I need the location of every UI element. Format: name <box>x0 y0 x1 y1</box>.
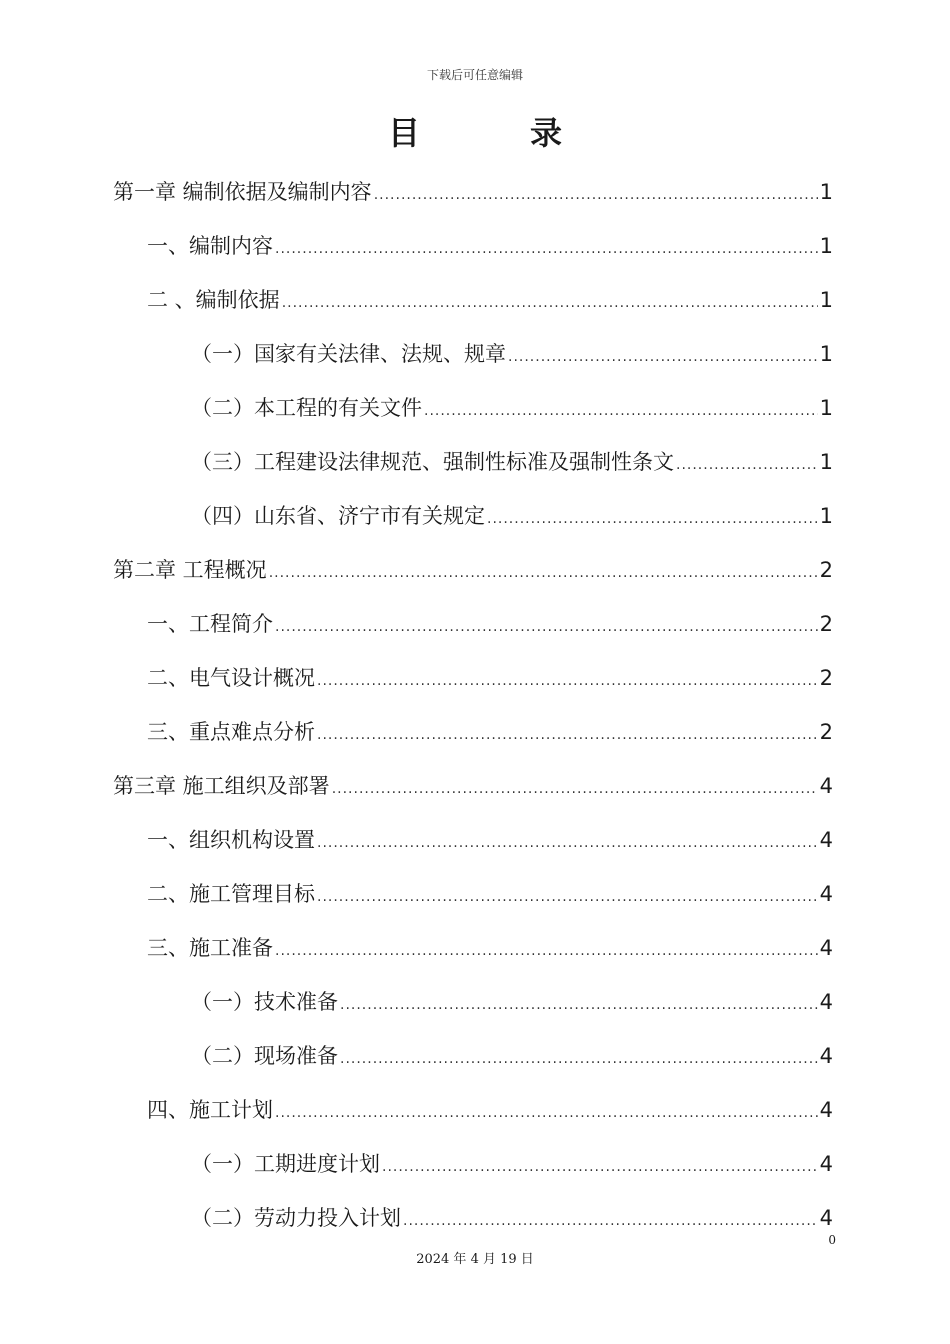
toc-entry-label: 二、施工管理目标 <box>147 882 315 906</box>
toc-entry[interactable] <box>113 435 833 489</box>
toc-leader-dots <box>269 546 818 600</box>
page-number: 0 <box>828 1233 836 1247</box>
toc-leader-dots <box>487 492 818 546</box>
toc-leader-dots <box>275 222 818 276</box>
toc-leader-dots <box>317 816 818 870</box>
toc-entry-page: 2 <box>819 612 833 636</box>
toc-entry[interactable] <box>113 597 833 651</box>
toc-entry-page: 1 <box>819 180 833 204</box>
toc-entry[interactable] <box>113 705 833 759</box>
toc-entry[interactable] <box>113 219 833 273</box>
toc-entry-label: （一）技术准备 <box>191 990 338 1014</box>
toc-entry-label: （四）山东省、济宁市有关规定 <box>191 504 485 528</box>
toc-leader-dots <box>340 978 818 1032</box>
toc-leader-dots <box>275 600 818 654</box>
toc-entry[interactable] <box>113 1191 833 1245</box>
toc-entry-page: 2 <box>819 666 833 690</box>
toc-entry-label: （一）国家有关法律、法规、规章 <box>191 342 506 366</box>
toc-entry-label: 三、施工准备 <box>147 936 273 960</box>
toc-entry-label: （二）劳动力投入计划 <box>191 1206 401 1230</box>
toc-entry[interactable] <box>113 165 833 219</box>
toc-leader-dots <box>317 654 818 708</box>
toc-entry[interactable] <box>113 381 833 435</box>
toc-entry[interactable] <box>113 1137 833 1191</box>
toc-entry-label: （三）工程建设法律规范、强制性标准及强制性条文 <box>191 450 674 474</box>
toc-entry-page: 4 <box>819 882 833 906</box>
toc-entry-label: 四、施工计划 <box>147 1098 273 1122</box>
toc-leader-dots <box>317 870 818 924</box>
toc-entry[interactable] <box>113 759 833 813</box>
toc-entry-label: （一）工期进度计划 <box>191 1152 380 1176</box>
toc-entry-label: （二）本工程的有关文件 <box>191 396 422 420</box>
footer-date: 2024 年 4 月 19 日 <box>416 1252 534 1267</box>
toc-entry-page: 4 <box>819 1152 833 1176</box>
toc-entry-page: 4 <box>819 1044 833 1068</box>
toc-entry[interactable] <box>113 327 833 381</box>
toc-entry-page: 2 <box>819 558 833 582</box>
toc-title-right: 录 <box>530 114 563 152</box>
toc-entry-page: 4 <box>819 828 833 852</box>
toc-leader-dots <box>282 276 818 330</box>
toc-entry-label: 第一章 编制依据及编制内容 <box>113 180 372 204</box>
toc-entry[interactable] <box>113 1083 833 1137</box>
toc-entry-label: 一、工程简介 <box>147 612 273 636</box>
toc-leader-dots <box>403 1194 818 1248</box>
toc-entry-label: 二、电气设计概况 <box>147 666 315 690</box>
toc-entry-page: 4 <box>819 1098 833 1122</box>
toc-entry-page: 2 <box>819 720 833 744</box>
toc-entry-page: 4 <box>819 990 833 1014</box>
toc-entry[interactable] <box>113 273 833 327</box>
toc-entry[interactable] <box>113 651 833 705</box>
toc-entry-label: 第二章 工程概况 <box>113 558 267 582</box>
toc-entry-label: （二）现场准备 <box>191 1044 338 1068</box>
toc-leader-dots <box>676 438 818 492</box>
toc-entry-page: 1 <box>819 450 833 474</box>
toc-entry-page: 4 <box>819 1206 833 1230</box>
toc-entry-page: 1 <box>819 504 833 528</box>
toc-leader-dots <box>424 384 818 438</box>
toc-entry[interactable] <box>113 489 833 543</box>
toc-leader-dots <box>275 924 818 978</box>
toc-leader-dots <box>382 1140 818 1194</box>
toc-entry[interactable] <box>113 975 833 1029</box>
toc-entry[interactable] <box>113 543 833 597</box>
toc-entry[interactable] <box>113 867 833 921</box>
header-note: 下载后可任意编辑 <box>426 68 523 82</box>
toc-entry-page: 1 <box>819 234 833 258</box>
toc-leader-dots <box>332 762 818 816</box>
toc-entry-page: 4 <box>819 936 833 960</box>
toc-entry-label: 二 、编制依据 <box>147 288 280 312</box>
toc-leader-dots <box>374 168 818 222</box>
toc-entry-label: 一、组织机构设置 <box>147 828 315 852</box>
table-of-contents <box>113 165 833 1245</box>
toc-entry-page: 1 <box>819 396 833 420</box>
toc-leader-dots <box>340 1032 818 1086</box>
toc-entry-label: 第三章 施工组织及部署 <box>113 774 330 798</box>
toc-entry-page: 1 <box>819 288 833 312</box>
toc-entry[interactable] <box>113 813 833 867</box>
toc-entry-page: 4 <box>819 774 833 798</box>
toc-title-left: 目 <box>387 114 420 152</box>
toc-entry-page: 1 <box>819 342 833 366</box>
toc-entry-label: 一、编制内容 <box>147 234 273 258</box>
toc-leader-dots <box>275 1086 818 1140</box>
toc-leader-dots <box>508 330 818 384</box>
toc-entry-label: 三、重点难点分析 <box>147 720 315 744</box>
toc-leader-dots <box>317 708 818 762</box>
toc-entry[interactable] <box>113 921 833 975</box>
toc-entry[interactable] <box>113 1029 833 1083</box>
toc-title <box>0 108 950 154</box>
